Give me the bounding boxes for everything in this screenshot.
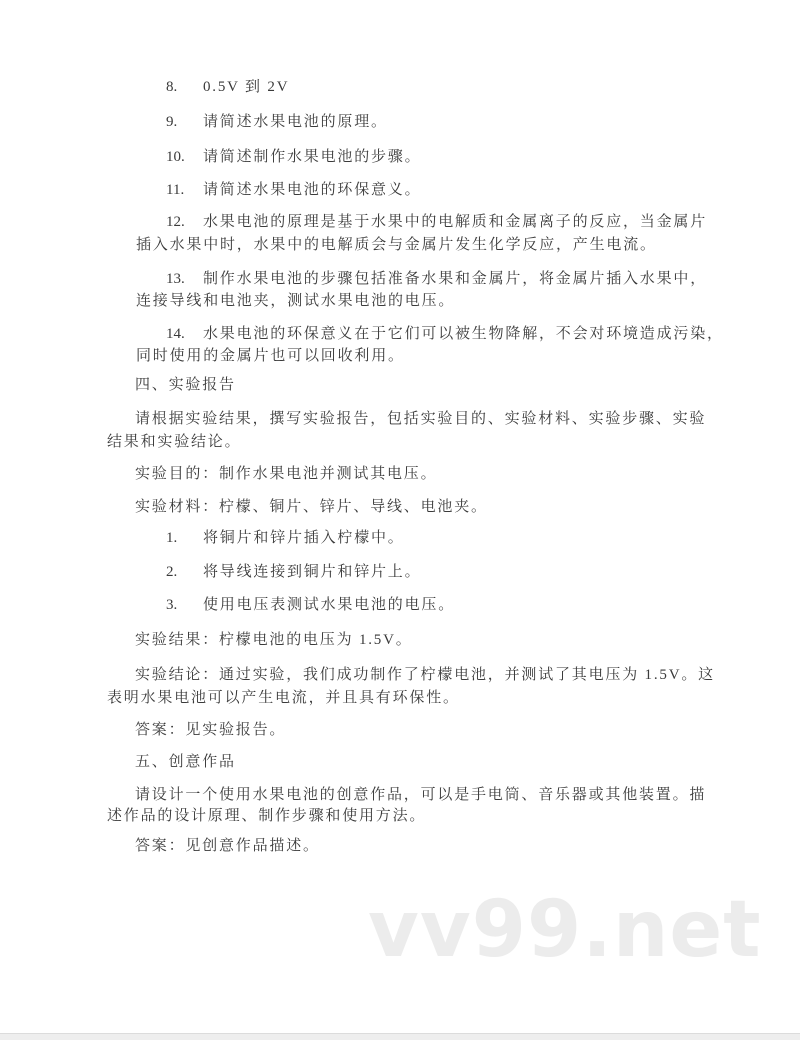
item-number: 9. [166,114,178,130]
item-text: 同时使用的金属片也可以回收利用。 [136,348,405,364]
answer: 答案：见创意作品描述。 [135,838,320,854]
item-number: 14. [166,326,185,342]
item-text: 制作水果电池的步骤包括准备水果和金属片，将金属片插入水果中， [203,271,708,287]
paragraph: 实验结论：通过实验，我们成功制作了柠檬电池，并测试了其电压为 1.5V。这 [135,667,715,683]
item-text: 请简述水果电池的环保意义。 [203,182,422,198]
answer: 答案：见实验报告。 [135,722,287,738]
step-text: 将导线连接到铜片和锌片上。 [203,564,422,580]
paragraph: 表明水果电池可以产生电流，并且具有环保性。 [107,690,460,706]
paragraph: 请设计一个使用水果电池的创意作品，可以是手电筒、音乐器或其他装置。描 [135,787,707,803]
item-text: 请简述制作水果电池的步骤。 [203,149,422,165]
step-number: 2. [166,564,178,580]
section-heading: 四、实验报告 [135,377,236,393]
item-text: 连接导线和电池夹，测试水果电池的电压。 [136,293,456,309]
paragraph: 请根据实验结果，撰写实验报告，包括实验目的、实验材料、实验步骤、实验 [135,411,707,427]
item-text: 0.5V 到 2V [203,79,290,95]
item-number: 10. [166,149,185,165]
item-text: 水果电池的环保意义在于它们可以被生物降解，不会对环境造成污染， [203,326,724,342]
step-text: 将铜片和锌片插入柠檬中。 [203,530,405,546]
paragraph: 述作品的设计原理、制作步骤和使用方法。 [107,808,427,824]
paragraph: 实验材料：柠檬、铜片、锌片、导线、电池夹。 [135,499,488,515]
item-number: 12. [166,214,185,230]
item-text: 请简述水果电池的原理。 [203,114,388,130]
step-number: 1. [166,530,178,546]
item-number: 8. [166,79,178,95]
item-text: 水果电池的原理是基于水果中的电解质和金属离子的反应，当金属片 [203,214,708,230]
watermark: vv99.net [368,885,762,975]
paragraph: 实验结果：柠檬电池的电压为 1.5V。 [135,632,413,648]
paragraph: 结果和实验结论。 [107,434,242,450]
step-text: 使用电压表测试水果电池的电压。 [203,597,456,613]
item-number: 11. [166,182,185,198]
section-heading: 五、创意作品 [135,754,236,770]
paragraph: 实验目的：制作水果电池并测试其电压。 [135,466,438,482]
item-text: 插入水果中时，水果中的电解质会与金属片发生化学反应，产生电流。 [136,237,657,253]
item-number: 13. [166,271,185,287]
step-number: 3. [166,597,178,613]
